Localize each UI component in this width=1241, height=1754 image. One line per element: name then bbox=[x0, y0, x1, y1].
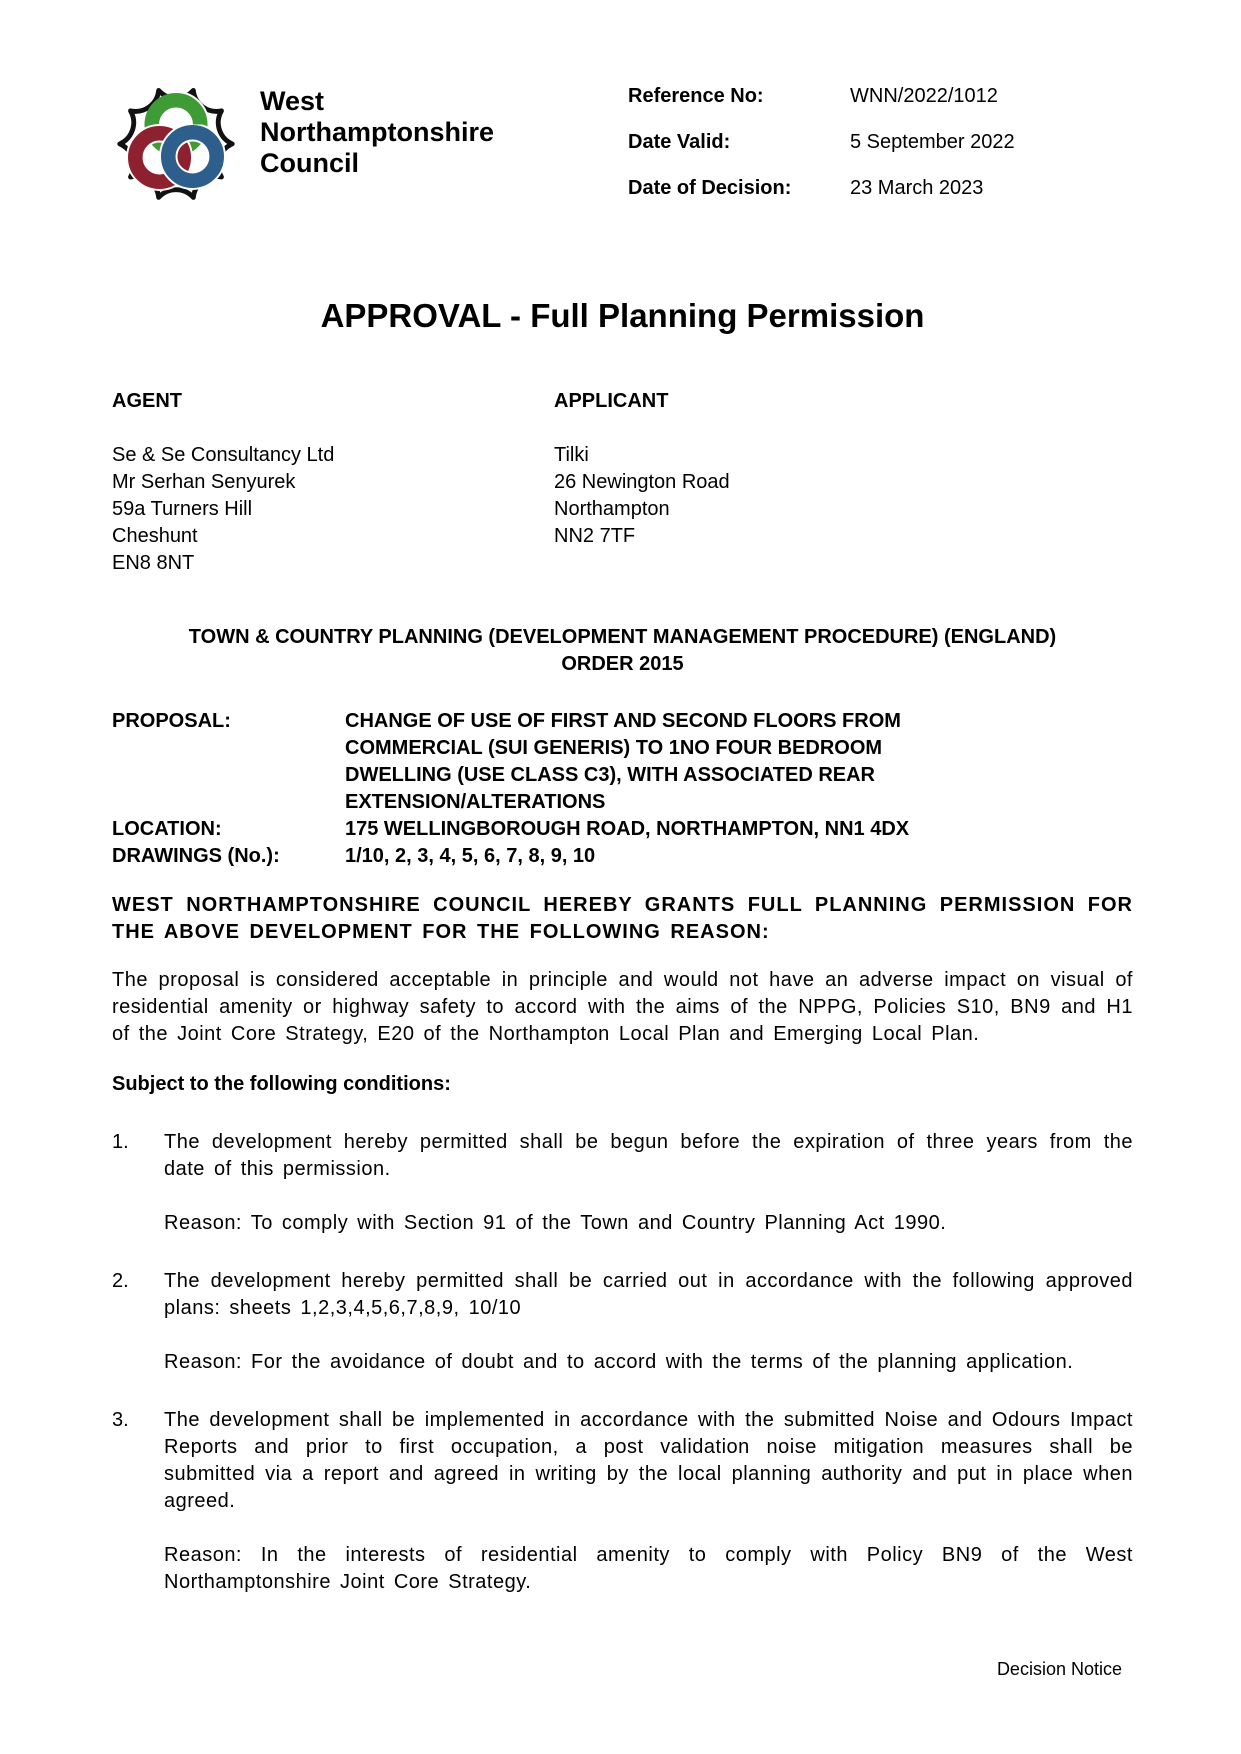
agent-address bbox=[112, 442, 554, 577]
condition-item-1 bbox=[112, 1129, 1133, 1237]
council-name-line: Northamptonshire bbox=[260, 117, 495, 147]
condition-item-3 bbox=[112, 1407, 1133, 1596]
condition-3-body bbox=[164, 1407, 1133, 1596]
conditions-heading: Subject to the following conditions: bbox=[112, 1073, 451, 1095]
location-value-line: 175 WELLINGBOROUGH ROAD, NORTHAMPTON, NN1 4DX bbox=[345, 818, 910, 840]
act-heading-line: TOWN & COUNTRY PLANNING (DEVELOPMENT MANAGEMENT PROCEDURE) (ENGLAND) bbox=[188, 626, 1057, 648]
proposal-value-line: EXTENSION/ALTERATIONS bbox=[345, 791, 606, 813]
agent-block bbox=[112, 388, 554, 577]
condition-2-reason: Reason: For the avoidance of doubt and to accord with the terms of the planning application. bbox=[164, 1351, 1074, 1373]
approval-reason-paragraph: The proposal is considered acceptable in principle and would not have an adverse impact on visual of residential amenity or highway safety to accord with the aims of the NPPG, Policies S10, BN9 and H1 of the Joint Core Strategy, E20 of the Northampton Local Plan and Emerging Local Plan. bbox=[112, 969, 1133, 1045]
condition-1-number: 1. bbox=[112, 1131, 129, 1153]
document-header bbox=[112, 70, 1133, 212]
condition-2-text: The development hereby permitted shall be carried out in accordance with the following approved plans: sheets 1,2,3,4,5,6,7,8,9, 10/10 bbox=[164, 1270, 1133, 1319]
condition-2-number: 2. bbox=[112, 1270, 129, 1292]
location-row bbox=[112, 816, 1133, 843]
applicant-address-line: Tilki bbox=[554, 444, 589, 466]
parties-section bbox=[112, 388, 1133, 577]
applicant-address-line: NN2 7TF bbox=[554, 525, 636, 547]
footer-label: Decision Notice bbox=[996, 1659, 1122, 1679]
reference-no-label: Reference No: bbox=[628, 85, 764, 107]
council-name bbox=[260, 86, 494, 212]
condition-3-text: The development shall be implemented in accordance with the submitted Noise and Odours Impact Reports and prior to first occupation, a post validation noise mitigation measures shall be submitted via a report and agreed in writing by the local planning authority and put in place when agreed. bbox=[164, 1409, 1133, 1512]
date-of-decision-label: Date of Decision: bbox=[628, 177, 792, 199]
applicant-heading: APPLICANT bbox=[554, 390, 669, 412]
proposal-value-line: CHANGE OF USE OF FIRST AND SECOND FLOORS FROM bbox=[345, 710, 901, 732]
agent-address-line: Cheshunt bbox=[112, 525, 198, 547]
act-heading bbox=[112, 624, 1133, 678]
agent-address-line: Mr Serhan Senyurek bbox=[112, 471, 296, 493]
applicant-block bbox=[554, 388, 730, 577]
agent-address-line: Se & Se Consultancy Ltd bbox=[112, 444, 335, 466]
date-valid-label: Date Valid: bbox=[628, 131, 731, 153]
condition-3-number: 3. bbox=[112, 1409, 129, 1431]
grant-statement: WEST NORTHAMPTONSHIRE COUNCIL HEREBY GRANTS FULL PLANNING PERMISSION FOR THE ABOVE DEVELOPMENT FOR THE FOLLOWING REASON: bbox=[112, 894, 1133, 943]
condition-3-reason: Reason: In the interests of residential amenity to comply with Policy BN9 of the West Northamptonshire Joint Core Strategy. bbox=[164, 1544, 1133, 1593]
proposal-row bbox=[112, 708, 1133, 816]
reference-no-value: WNN/2022/1012 bbox=[850, 85, 998, 107]
location-label: LOCATION: bbox=[112, 818, 222, 840]
agent-address-line: EN8 8NT bbox=[112, 552, 195, 574]
condition-2-body bbox=[164, 1268, 1133, 1376]
council-name-line: West bbox=[260, 86, 325, 116]
application-details bbox=[112, 708, 1133, 870]
condition-1-text: The development hereby permitted shall be begun before the expiration of three years from the date of this permission. bbox=[164, 1131, 1133, 1180]
reference-no-row bbox=[628, 83, 1133, 110]
date-valid-value: 5 September 2022 bbox=[850, 131, 1015, 153]
condition-1-reason: Reason: To comply with Section 91 of the Town and Country Planning Act 1990. bbox=[164, 1212, 947, 1234]
location-value bbox=[345, 816, 1133, 843]
proposal-value bbox=[345, 708, 1133, 816]
council-logo-icon bbox=[112, 70, 240, 212]
drawings-value bbox=[345, 843, 1133, 870]
condition-1-body bbox=[164, 1129, 1133, 1237]
council-name-line: Council bbox=[260, 148, 359, 178]
applicant-address-line: 26 Newington Road bbox=[554, 471, 730, 493]
proposal-label: PROPOSAL: bbox=[112, 710, 231, 732]
condition-item-2 bbox=[112, 1268, 1133, 1376]
applicant-address-line: Northampton bbox=[554, 498, 670, 520]
drawings-label: DRAWINGS (No.): bbox=[112, 845, 280, 867]
agent-address-line: 59a Turners Hill bbox=[112, 498, 253, 520]
drawings-row bbox=[112, 843, 1133, 870]
council-logo bbox=[112, 70, 494, 212]
reference-block bbox=[628, 70, 1133, 212]
date-of-decision-value: 23 March 2023 bbox=[850, 177, 984, 199]
drawings-value-line: 1/10, 2, 3, 4, 5, 6, 7, 8, 9, 10 bbox=[345, 845, 596, 867]
date-of-decision-row bbox=[628, 175, 1133, 202]
page-title: APPROVAL - Full Planning Permission bbox=[320, 297, 925, 334]
act-heading-line: ORDER 2015 bbox=[561, 653, 684, 675]
date-valid-row bbox=[628, 129, 1133, 156]
applicant-address bbox=[554, 442, 730, 550]
agent-heading: AGENT bbox=[112, 390, 182, 412]
proposal-value-line: COMMERCIAL (SUI GENERIS) TO 1NO FOUR BEDROOM bbox=[345, 737, 883, 759]
proposal-value-line: DWELLING (USE CLASS C3), WITH ASSOCIATED REAR bbox=[345, 764, 875, 786]
